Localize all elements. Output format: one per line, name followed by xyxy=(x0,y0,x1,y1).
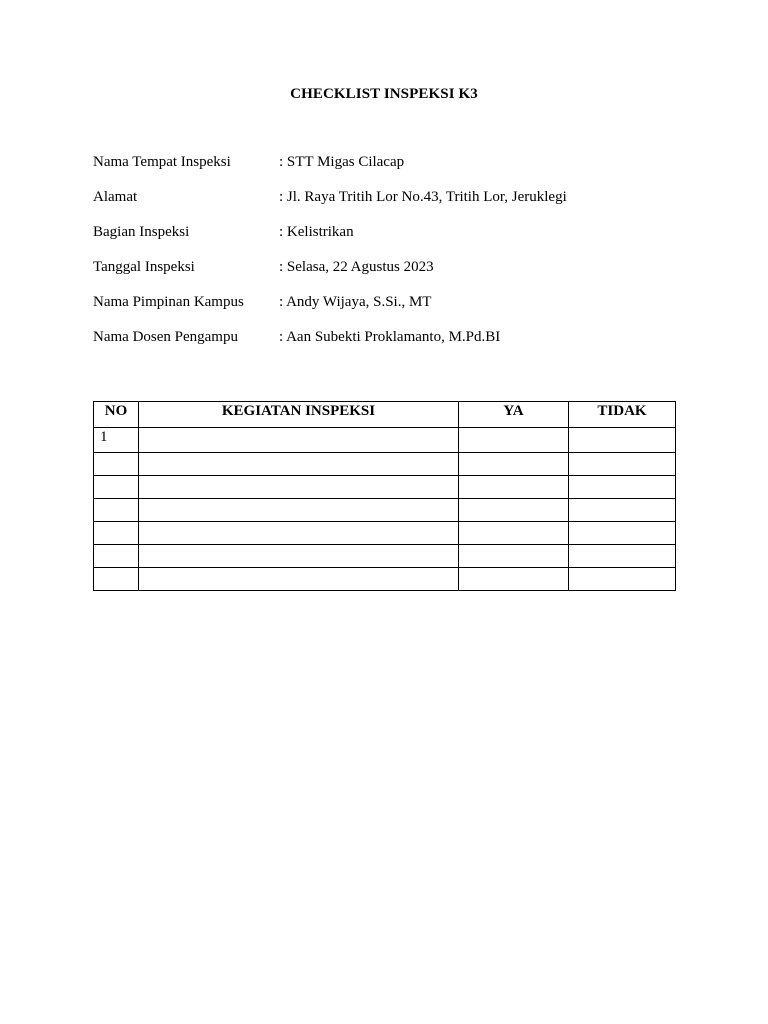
cell-no-answer xyxy=(569,428,676,453)
cell-no xyxy=(94,453,139,476)
column-header-no: NO xyxy=(94,402,139,428)
info-row-section xyxy=(93,224,693,259)
cell-yes xyxy=(459,476,569,499)
cell-no-answer xyxy=(569,545,676,568)
inspection-info xyxy=(93,154,693,364)
cell-activity xyxy=(139,499,459,522)
table-row xyxy=(94,522,676,545)
info-row-campus-head xyxy=(93,294,693,329)
table-row xyxy=(94,453,676,476)
cell-activity xyxy=(139,453,459,476)
cell-activity xyxy=(139,522,459,545)
info-row-address xyxy=(93,189,693,224)
cell-no xyxy=(94,499,139,522)
info-value: : STT Migas Cilacap xyxy=(279,154,405,170)
table-row xyxy=(94,545,676,568)
cell-no-answer xyxy=(569,499,676,522)
info-label: Tanggal Inspeksi xyxy=(93,259,195,275)
info-value: : Kelistrikan xyxy=(279,224,354,240)
cell-activity xyxy=(139,476,459,499)
info-row-place xyxy=(93,154,693,189)
cell-activity xyxy=(139,568,459,591)
info-label: Nama Tempat Inspeksi xyxy=(93,154,231,170)
column-header-yes: YA xyxy=(459,402,569,428)
document-title: CHECKLIST INSPEKSI K3 xyxy=(290,86,478,102)
cell-no-answer xyxy=(569,476,676,499)
cell-no xyxy=(94,545,139,568)
info-label: Nama Pimpinan Kampus xyxy=(93,294,244,310)
cell-yes xyxy=(459,428,569,453)
cell-no-answer xyxy=(569,453,676,476)
cell-yes xyxy=(459,453,569,476)
info-value: : Selasa, 22 Agustus 2023 xyxy=(279,259,434,275)
info-value: : Jl. Raya Tritih Lor No.43, Tritih Lor, Jeruklegi xyxy=(279,189,567,205)
cell-no xyxy=(94,568,139,591)
info-row-date xyxy=(93,259,693,294)
cell-no xyxy=(94,522,139,545)
info-value: : Andy Wijaya, S.Si., MT xyxy=(279,294,432,310)
table-row xyxy=(94,428,676,453)
table-row xyxy=(94,476,676,499)
cell-no-answer xyxy=(569,522,676,545)
cell-yes xyxy=(459,568,569,591)
info-label: Nama Dosen Pengampu xyxy=(93,329,238,345)
cell-yes xyxy=(459,522,569,545)
info-value: : Aan Subekti Proklamanto, M.Pd.BI xyxy=(279,329,501,345)
info-row-lecturer xyxy=(93,329,693,364)
cell-activity xyxy=(139,545,459,568)
cell-no xyxy=(94,476,139,499)
cell-yes xyxy=(459,499,569,522)
cell-no: 1 xyxy=(94,428,139,453)
cell-no-answer xyxy=(569,568,676,591)
checklist-table xyxy=(93,401,676,591)
table-row xyxy=(94,568,676,591)
table-row xyxy=(94,499,676,522)
info-label: Alamat xyxy=(93,189,138,205)
cell-activity xyxy=(139,428,459,453)
column-header-no-answer: TIDAK xyxy=(569,402,676,428)
info-label: Bagian Inspeksi xyxy=(93,224,190,240)
table-header-row xyxy=(94,402,676,428)
column-header-activity: KEGIATAN INSPEKSI xyxy=(139,402,459,428)
cell-yes xyxy=(459,545,569,568)
